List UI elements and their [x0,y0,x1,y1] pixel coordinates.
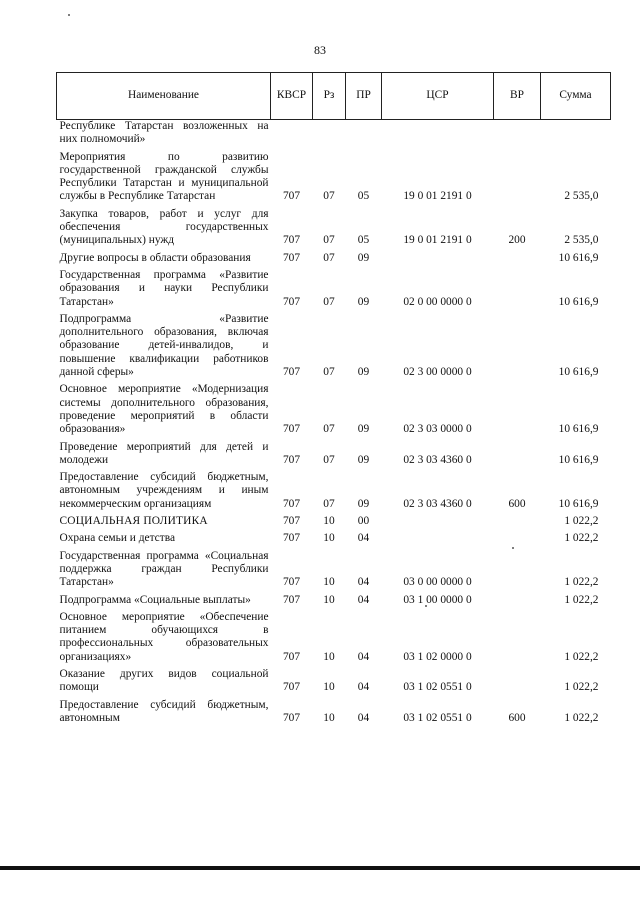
row-rz-cell: 07 [323,190,335,203]
row-pr-cell: 09 [357,423,370,436]
row-vr-cell [494,265,541,309]
row-rz-cell: 07 [323,251,335,264]
row-vr-cell [494,590,541,607]
row-sum-cell: 2 535,0 [564,190,599,203]
row-vr-cell: 600 [508,497,526,510]
row-rz-cell [313,120,346,147]
row-pr-cell: 04 [357,593,370,606]
row-pr-cell: 04 [357,681,370,694]
row-sum-cell: 1 022,2 [564,532,599,545]
row-vr-cell [494,379,541,436]
row-kvsr-cell [271,120,313,147]
table-row [57,379,611,436]
row-name-cell: Охрана семьи и детства [59,532,175,545]
row-vr-cell: 200 [508,234,526,247]
row-pr-cell: 04 [357,650,370,663]
row-sum-cell: 10 616,9 [558,423,599,436]
row-csr-cell: 02 3 03 4360 0 [403,453,472,466]
row-name-cell: Закупка товаров, работ и услуг для обеспечения государственных (муниципальных) нужд [59,207,269,247]
row-vr-cell: 600 [508,711,526,724]
row-csr-cell: 03 1 00 0000 0 [403,593,472,606]
row-vr-cell [494,120,541,147]
row-kvsr-cell: 707 [282,593,301,606]
row-sum-cell: 1 022,2 [564,711,599,724]
table-row [57,664,611,695]
row-rz-cell: 07 [323,453,335,466]
row-name-cell: Проведение мероприятий для детей и молодежи [59,440,269,466]
row-kvsr-cell: 707 [282,234,301,247]
row-csr-cell [382,120,494,147]
page-number: 83 [314,43,326,57]
row-rz-cell: 07 [323,295,335,308]
row-pr-cell: 04 [357,576,370,589]
row-name-cell: Предоставление субсидий бюджетным, автономным [59,698,269,724]
table-row [57,467,611,511]
row-pr-cell: 05 [357,234,370,247]
row-kvsr-cell: 707 [282,650,301,663]
row-vr-cell [494,437,541,468]
table-row [57,528,611,545]
row-kvsr-cell: 707 [282,532,301,545]
row-sum-cell: 10 616,9 [558,497,599,510]
row-csr-cell [382,528,494,545]
row-name-cell: Оказание других видов социальной помощи [59,667,269,694]
row-csr-cell: 03 1 02 0000 0 [403,650,472,663]
row-pr-cell: 09 [357,453,370,466]
table-row [57,546,611,590]
row-sum-cell: 10 616,9 [558,366,599,379]
row-pr-cell: 09 [357,497,370,510]
row-csr-cell: 03 1 02 0551 0 [403,711,472,724]
table-row [57,511,611,528]
table-body [57,120,611,726]
row-kvsr-cell: 707 [282,190,301,203]
row-kvsr-cell: 707 [282,515,301,528]
table-row [57,248,611,265]
row-name-cell: Другие вопросы в области образования [59,251,251,264]
row-rz-cell: 07 [323,366,335,379]
row-rz-cell: 10 [323,681,335,694]
row-kvsr-cell: 707 [282,366,301,379]
header-name: Наименование [57,73,271,120]
table-row [57,204,611,248]
row-csr-cell: 03 1 02 0551 0 [403,681,472,694]
header-pr: ПР [346,73,382,120]
row-vr-cell [494,664,541,695]
header-sum: Сумма [541,73,611,120]
row-rz-cell: 07 [323,497,335,510]
row-sum-cell: 2 535,0 [564,234,599,247]
row-kvsr-cell: 707 [282,681,301,694]
row-kvsr-cell: 707 [282,251,301,264]
row-csr-cell [382,511,494,528]
budget-table [56,72,611,725]
scan-speck [68,14,70,16]
scan-bottom-edge [0,866,640,870]
row-rz-cell: 10 [323,532,335,545]
row-kvsr-cell: 707 [282,711,301,724]
row-csr-cell: 02 3 00 0000 0 [403,366,472,379]
table-row [57,265,611,309]
row-csr-cell: 02 0 00 0000 0 [403,295,472,308]
row-sum-cell: 10 616,9 [558,251,599,264]
row-sum-cell: 1 022,2 [564,576,599,589]
header-kvsr: КВСР [271,73,313,120]
row-pr-cell: 04 [357,532,370,545]
row-rz-cell: 07 [323,234,335,247]
row-kvsr-cell: 707 [282,497,301,510]
row-pr-cell: 09 [357,295,370,308]
header-rz: Рз [313,73,346,120]
row-vr-cell [494,511,541,528]
row-vr-cell [494,147,541,204]
row-name-cell: Подпрограмма «Развитие дополнительного образования, включая образование детей-инвалидов, и повышение квалификации работников данной сферы» [59,312,269,379]
row-pr-cell: 00 [357,515,370,528]
row-rz-cell: 07 [323,423,335,436]
scan-speck [512,547,514,549]
row-pr-cell: 09 [357,251,370,264]
row-name-cell: Республике Татарстан возложенных на них полномочий» [59,120,269,146]
row-csr-cell: 19 0 01 2191 0 [403,190,472,203]
row-rz-cell: 10 [323,593,335,606]
row-csr-cell: 19 0 01 2191 0 [403,234,472,247]
row-sum-cell [541,120,611,147]
row-rz-cell: 10 [323,711,335,724]
row-sum-cell: 1 022,2 [564,515,599,528]
table-row [57,590,611,607]
table-row [57,607,611,664]
header-csr: ЦСР [382,73,494,120]
table-row [57,147,611,204]
row-name-cell: Предоставление субсидий бюджетным, автономным учреждениям и иным некоммерческим организациям [59,471,269,510]
row-sum-cell: 1 022,2 [564,593,599,606]
row-name-cell: СОЦИАЛЬНАЯ ПОЛИТИКА [59,515,208,528]
row-pr-cell: 04 [357,711,370,724]
row-kvsr-cell: 707 [282,453,301,466]
row-pr-cell: 05 [357,190,370,203]
row-name-cell: Государственная программа «Социальная поддержка граждан Республики Татарстан» [59,549,269,589]
row-sum-cell: 1 022,2 [564,650,599,663]
row-kvsr-cell: 707 [282,576,301,589]
row-vr-cell [494,546,541,590]
row-csr-cell [382,248,494,265]
table-row [57,695,611,726]
row-name-cell: Подпрограмма «Социальные выплаты» [59,593,251,606]
row-pr-cell [346,120,382,147]
row-sum-cell: 10 616,9 [558,453,599,466]
row-vr-cell [494,309,541,379]
table-row [57,437,611,468]
row-rz-cell: 10 [323,576,335,589]
row-sum-cell: 1 022,2 [564,681,599,694]
row-sum-cell: 10 616,9 [558,295,599,308]
row-rz-cell: 10 [323,650,335,663]
row-name-cell: Основное мероприятие «Модернизация системы дополнительного образования, проведение мероприятий в области образования» [59,383,269,436]
row-vr-cell [494,607,541,664]
row-csr-cell: 02 3 03 0000 0 [403,423,472,436]
row-csr-cell: 03 0 00 0000 0 [403,576,472,589]
row-vr-cell [494,248,541,265]
row-name-cell: Мероприятия по развитию государственной гражданской службы Республики Татарстан и муниципальной службы в Республике Татарстан [59,150,269,203]
header-vr: ВР [494,73,541,120]
row-kvsr-cell: 707 [282,295,301,308]
scan-speck [425,605,427,607]
table-row [57,309,611,379]
table-header-row [57,73,611,120]
row-kvsr-cell: 707 [282,423,301,436]
row-name-cell: Основное мероприятие «Обеспечение питанием обучающихся в профессиональных образовательных организациях» [59,610,269,663]
row-vr-cell [494,528,541,545]
row-rz-cell: 10 [323,515,335,528]
row-name-cell: Государственная программа «Развитие образования и науки Республики Татарстан» [59,268,269,308]
table-row [57,120,611,147]
row-pr-cell: 09 [357,366,370,379]
row-csr-cell: 02 3 03 4360 0 [403,497,472,510]
